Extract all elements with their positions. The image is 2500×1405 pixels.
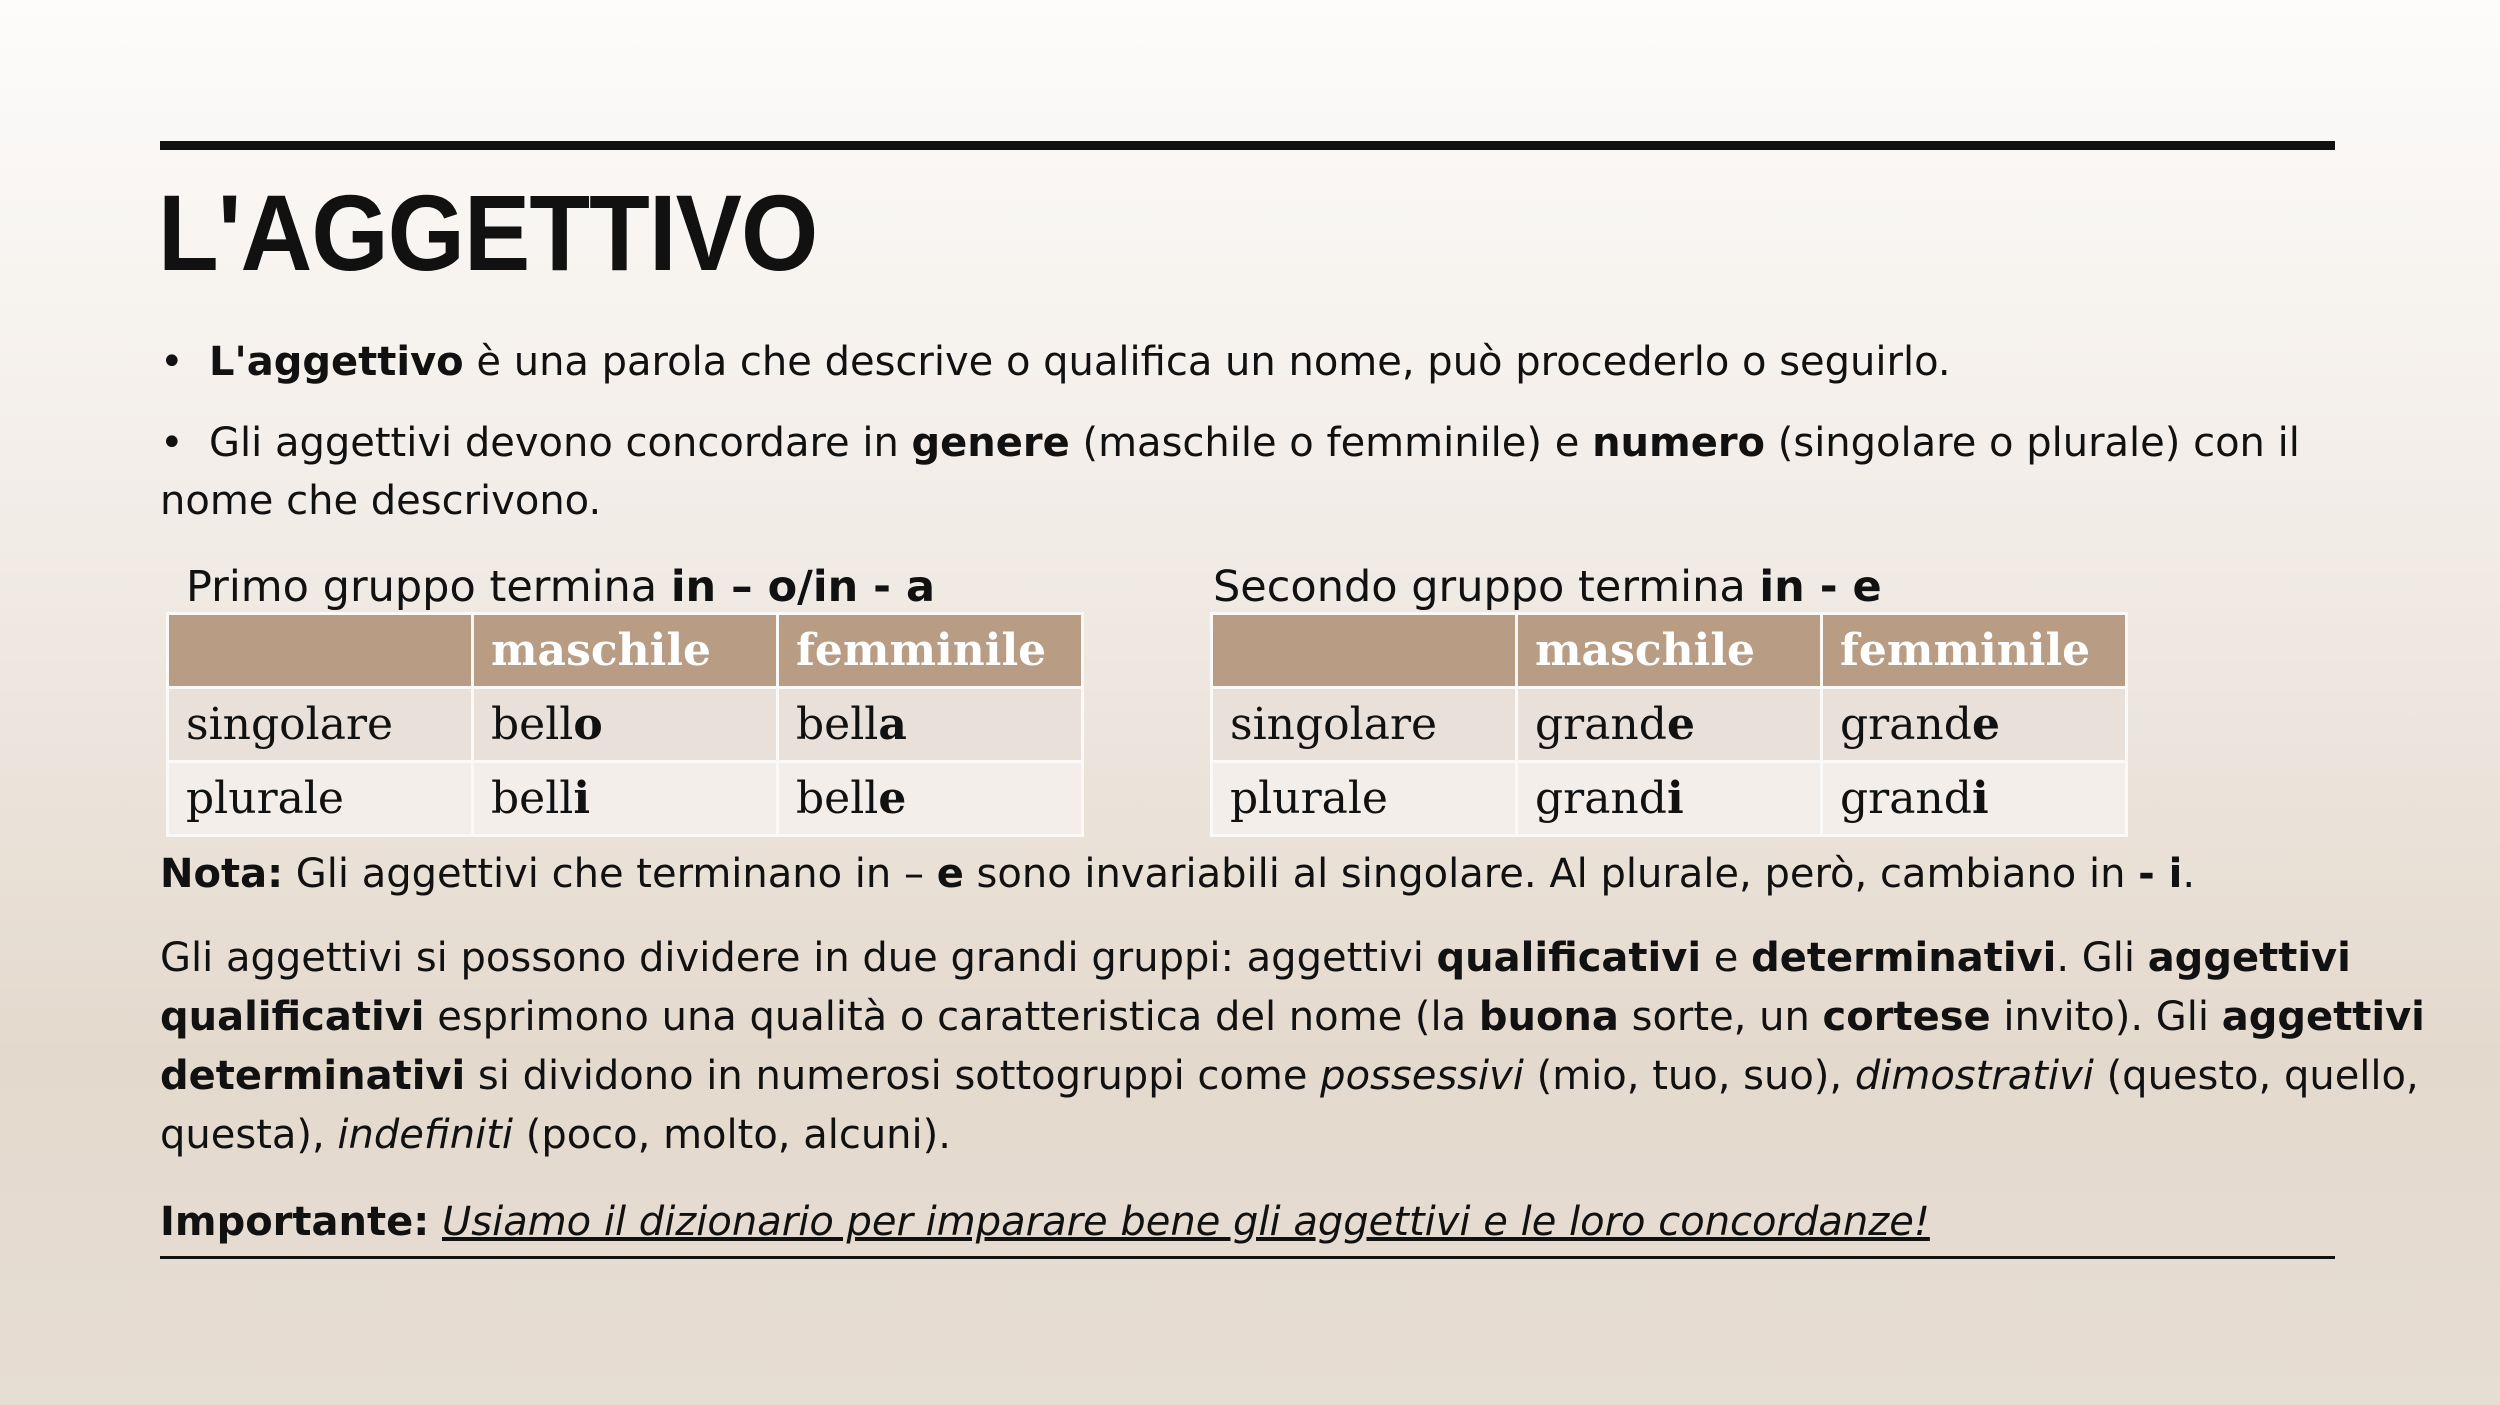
agreement-text-line2: nome che descrivono. [160, 478, 602, 524]
nota-text: sono invariabili al singolare. Al plurale, però, cambiano in [963, 851, 2139, 897]
table-cell: bella [778, 688, 1083, 762]
caption-ending: in - e [1759, 562, 1882, 612]
bullet-marker: • [160, 339, 184, 385]
nota-ending: e [936, 851, 964, 897]
group2-table [1210, 612, 2128, 837]
top-rule [160, 141, 2335, 150]
group1-caption [186, 558, 935, 616]
caption-text: Primo gruppo termina [186, 562, 671, 612]
table-cell: belli [473, 762, 778, 836]
term-numero: numero [1592, 420, 1766, 466]
agreement-text: (singolare o plurale) con il [1765, 420, 2300, 466]
row-label: singolare [168, 688, 473, 762]
paragraph-line: Gli aggettivi si possono dividere in due grandi gruppi: aggettivi qualificativi e determinativi. Gli aggettivi [160, 935, 2351, 981]
table-cell: belle [778, 762, 1083, 836]
paragraph-line: qualificativi esprimono una qualità o caratteristica del nome (la buona sorte, un cortese invito). Gli aggettivi [160, 994, 2425, 1040]
caption-ending: in – o/in - a [670, 562, 936, 612]
header-cell: maschile [1517, 614, 1822, 688]
importante-label: Importante: [160, 1199, 430, 1245]
importante-text: Usiamo il dizionario per imparare bene gli aggettivi e le loro concordanze! [441, 1199, 1930, 1245]
nota-line [160, 845, 2195, 903]
bullet-marker: • [160, 420, 184, 466]
table-row [1212, 762, 2127, 836]
row-label: plurale [168, 762, 473, 836]
header-cell [168, 614, 473, 688]
table-cell: grandi [1517, 762, 1822, 836]
table-header-row [1212, 614, 2127, 688]
header-cell [1212, 614, 1517, 688]
row-label: singolare [1212, 688, 1517, 762]
table-cell: grande [1822, 688, 2127, 762]
table-cell: grande [1517, 688, 1822, 762]
nota-label: Nota: [160, 851, 284, 897]
table-row [168, 688, 1083, 762]
table-cell: bello [473, 688, 778, 762]
caption-text: Secondo gruppo termina [1213, 562, 1760, 612]
paragraph-line: questa), indefiniti (poco, molto, alcuni). [160, 1112, 951, 1158]
agreement-text: (maschile o femminile) e [1069, 420, 1593, 466]
groups-paragraph [160, 929, 2425, 1165]
header-cell: femminile [778, 614, 1083, 688]
group1-table [166, 612, 1084, 837]
paragraph-line: determinativi si dividono in numerosi sottogruppi come possessivi (mio, tuo, suo), dimostrativi (questo, quello, [160, 1053, 2419, 1099]
nota-text: . [2182, 851, 2196, 897]
table-cell: grandi [1822, 762, 2127, 836]
nota-ending: - i [2138, 851, 2183, 897]
definition-text: è una parola che descrive o qualifica un nome, può procederlo o seguirlo. [463, 339, 1951, 385]
table-row [1212, 688, 2127, 762]
header-cell: femminile [1822, 614, 2127, 688]
row-label: plurale [1212, 762, 1517, 836]
nota-text: Gli aggettivi che terminano in – [283, 851, 937, 897]
agreement-text: Gli aggettivi devono concordare in [209, 420, 912, 466]
importante-line [160, 1193, 1930, 1251]
bullet-definition [160, 333, 1951, 391]
bullet-agreement [160, 414, 2380, 530]
table-row [168, 762, 1083, 836]
header-cell: maschile [473, 614, 778, 688]
page-title: L'AGGETTIVO [158, 172, 818, 293]
bottom-rule [160, 1256, 2335, 1259]
group2-caption [1213, 558, 1882, 616]
table-header-row [168, 614, 1083, 688]
term-aggettivo: L'aggettivo [209, 339, 464, 385]
term-genere: genere [911, 420, 1070, 466]
